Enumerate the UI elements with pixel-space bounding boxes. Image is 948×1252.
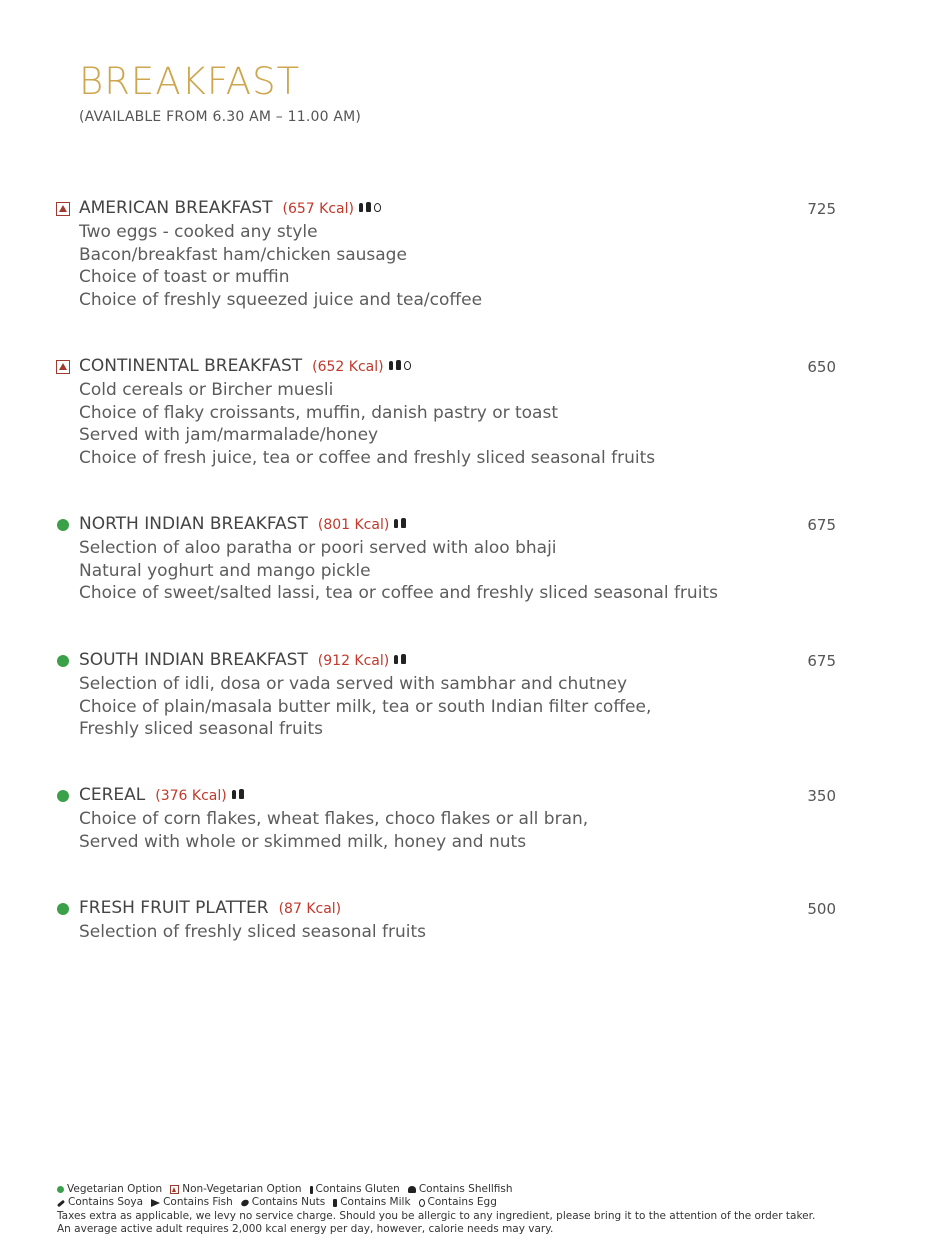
item-price: 675 bbox=[807, 652, 836, 670]
legend-soya: Contains Soya bbox=[68, 1196, 144, 1209]
milk-icon bbox=[239, 789, 244, 799]
menu-item bbox=[56, 514, 846, 604]
allergen-icons bbox=[389, 360, 411, 370]
milk-icon bbox=[401, 654, 406, 664]
legend-vegetarian: Vegetarian Option bbox=[67, 1183, 163, 1195]
description-line: Selection of idli, dosa or vada served with sambhar and chutney bbox=[79, 674, 628, 694]
description-line: Choice of corn flakes, wheat flakes, choco flakes or all bran, bbox=[79, 809, 589, 829]
item-name: CONTINENTAL BREAKFAST bbox=[79, 356, 303, 376]
nuts-icon bbox=[240, 1199, 250, 1208]
item-kcal: (376 Kcal) bbox=[155, 788, 227, 804]
gluten-icon bbox=[232, 790, 236, 799]
fish-icon bbox=[151, 1199, 160, 1207]
gluten-icon bbox=[310, 1186, 313, 1194]
veg-dot-icon bbox=[57, 655, 69, 667]
description-line: Cold cereals or Bircher muesli bbox=[79, 380, 334, 400]
menu-item bbox=[56, 356, 846, 468]
nonveg-box-icon bbox=[56, 360, 70, 374]
item-price: 500 bbox=[807, 900, 836, 918]
item-kcal: (912 Kcal) bbox=[317, 653, 390, 669]
description-line: Choice of flaky croissants, muffin, danish pastry or toast bbox=[79, 402, 558, 423]
description-line: Selection of freshly sliced seasonal fruits bbox=[79, 922, 427, 942]
item-kcal: (801 Kcal) bbox=[317, 517, 390, 533]
calorie-note: An average active adult requires 2,000 kcal energy per day, however, calorie needs may vary. bbox=[57, 1223, 554, 1236]
legend-fish: Contains Fish bbox=[163, 1196, 233, 1209]
gluten-icon bbox=[359, 203, 363, 212]
item-description bbox=[79, 221, 482, 311]
veg-dot-icon bbox=[57, 1186, 64, 1193]
allergen-icons bbox=[394, 654, 406, 664]
shellfish-icon bbox=[408, 1186, 416, 1193]
item-kcal: (652 Kcal) bbox=[312, 359, 384, 375]
item-kcal: (87 Kcal) bbox=[278, 901, 342, 917]
nonveg-box-icon bbox=[56, 202, 70, 216]
milk-icon bbox=[333, 1199, 337, 1207]
item-price: 675 bbox=[807, 516, 836, 534]
description-line: Choice of fresh juice, tea or coffee and freshly sliced seasonal fruits bbox=[79, 447, 656, 468]
legend-shellfish: Contains Shellfish bbox=[418, 1183, 513, 1195]
milk-icon bbox=[396, 360, 401, 370]
item-description bbox=[79, 379, 655, 469]
description-line: Served with whole or skimmed milk, honey and nuts bbox=[79, 831, 527, 852]
description-line: Natural yoghurt and mango pickle bbox=[79, 560, 371, 581]
veg-dot-icon bbox=[57, 790, 69, 802]
item-name: NORTH INDIAN BREAKFAST bbox=[79, 514, 308, 534]
item-description bbox=[79, 673, 651, 741]
milk-icon bbox=[366, 202, 371, 212]
egg-icon bbox=[419, 1199, 425, 1207]
description-line: Choice of toast or muffin bbox=[79, 267, 290, 288]
legend-non-vegetarian: Non-Vegetarian Option bbox=[182, 1183, 302, 1195]
legend-egg: Contains Egg bbox=[427, 1196, 497, 1209]
veg-dot-icon bbox=[57, 519, 69, 531]
item-name: AMERICAN BREAKFAST bbox=[79, 198, 273, 218]
milk-icon bbox=[401, 518, 406, 528]
menu-item bbox=[56, 650, 846, 740]
allergen-icons bbox=[232, 789, 244, 799]
legend-gluten: Contains Gluten bbox=[315, 1183, 400, 1195]
availability-subtitle: (AVAILABLE FROM 6.30 AM – 11.00 AM) bbox=[79, 109, 362, 125]
nonveg-box-icon bbox=[170, 1185, 179, 1194]
description-line: Served with jam/marmalade/honey bbox=[79, 425, 379, 446]
gluten-icon bbox=[389, 361, 393, 370]
item-price: 650 bbox=[807, 358, 836, 376]
item-price: 350 bbox=[807, 787, 836, 805]
allergen-icons bbox=[359, 202, 381, 212]
veg-dot-icon bbox=[57, 903, 69, 915]
soya-icon bbox=[57, 1199, 65, 1206]
egg-icon bbox=[404, 361, 411, 370]
description-line: Bacon/breakfast ham/chicken sausage bbox=[79, 244, 407, 265]
description-line: Selection of aloo paratha or poori served with aloo bhaji bbox=[79, 538, 557, 558]
description-line: Choice of plain/masala butter milk, tea or south Indian filter coffee, bbox=[79, 696, 652, 717]
page-title: BREAKFAST bbox=[79, 60, 301, 103]
tax-allergy-note: Taxes extra as applicable, we levy no service charge. Should you be allergic to any ingredient, please bring it to the attention of the order taker. bbox=[57, 1209, 816, 1222]
menu-item bbox=[56, 898, 846, 942]
legend bbox=[57, 1183, 815, 1237]
gluten-icon bbox=[394, 655, 398, 664]
item-price: 725 bbox=[807, 200, 836, 218]
item-kcal: (657 Kcal) bbox=[282, 201, 354, 217]
description-line: Choice of sweet/salted lassi, tea or coffee and freshly sliced seasonal fruits bbox=[79, 583, 718, 604]
item-description bbox=[79, 537, 718, 605]
item-description bbox=[79, 808, 588, 853]
legend-nuts: Contains Nuts bbox=[251, 1196, 326, 1209]
description-line: Freshly sliced seasonal fruits bbox=[79, 719, 324, 740]
gluten-icon bbox=[394, 519, 398, 528]
description-line: Choice of freshly squeezed juice and tea/coffee bbox=[79, 289, 483, 310]
menu-item bbox=[56, 785, 846, 852]
item-name: CEREAL bbox=[79, 785, 146, 805]
legend-milk: Contains Milk bbox=[340, 1196, 411, 1209]
menu-item bbox=[56, 198, 846, 310]
description-line: Two eggs - cooked any style bbox=[79, 222, 318, 242]
item-name: FRESH FRUIT PLATTER bbox=[79, 898, 269, 918]
item-description bbox=[79, 921, 426, 944]
allergen-icons bbox=[394, 518, 406, 528]
item-name: SOUTH INDIAN BREAKFAST bbox=[79, 650, 308, 670]
egg-icon bbox=[374, 203, 381, 212]
